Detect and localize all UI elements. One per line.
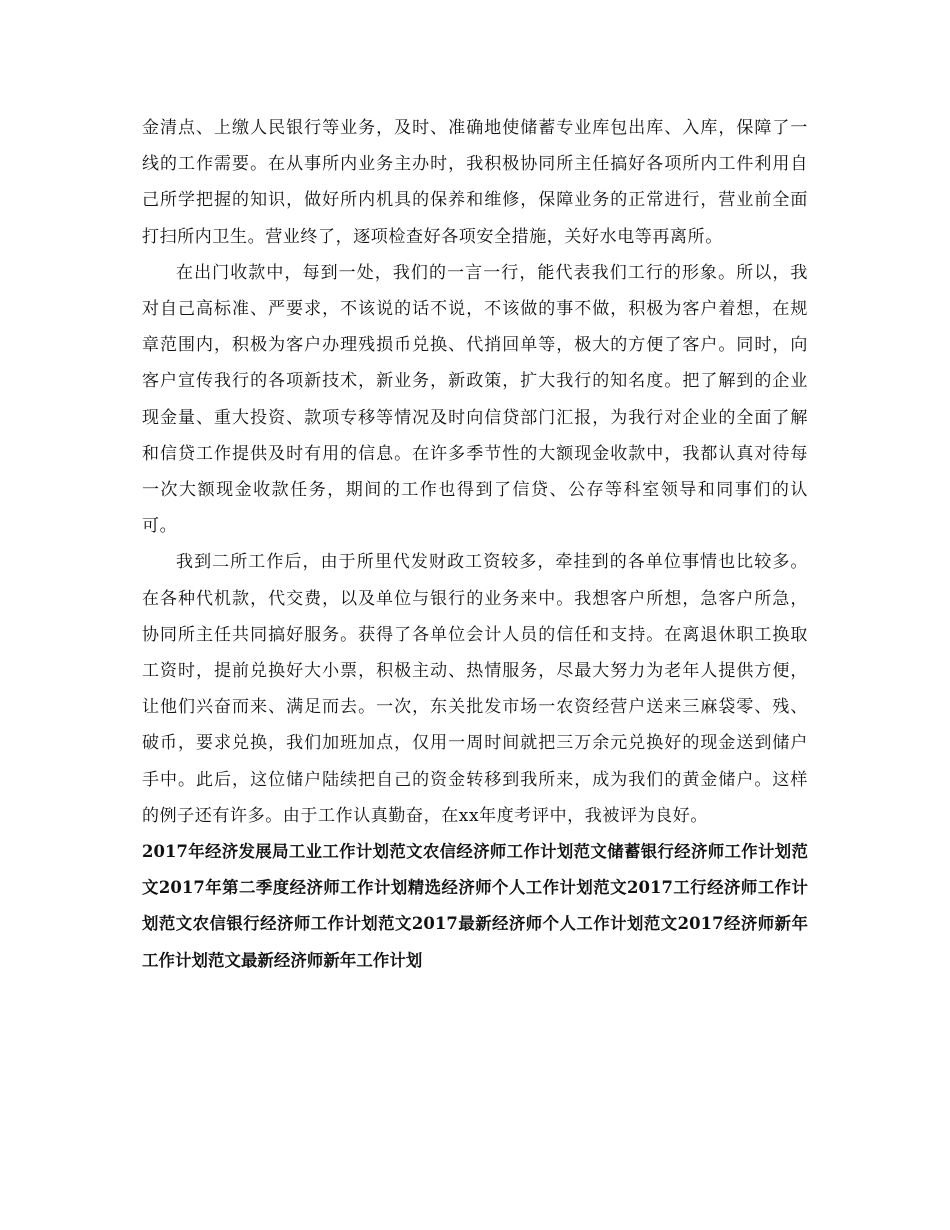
related-articles-list: 2017年经济发展局工业工作计划范文农信经济师工作计划范文储蓄银行经济师工作计划范文2017年第二季度经济师工作计划精选经济师个人工作计划范文2017工行经济师工作计划范文农信银行经济师工作计划范文2017最新经济师个人工作计划范文2017经济师新年工作计划范文最新经济师新年工作计划 bbox=[142, 842, 808, 970]
paragraph-collection-work: 在出门收款中，每到一处，我们的一言一行，能代表我们工行的形象。所以，我对自己高标准、严要求，不该说的话不说，不该做的事不做，积极为客户着想，在规章范围内，积极为客户办理残损币兑换、代捎回单等，极大的方便了客户。同时，向客户宣传我行的各项新技术，新业务，新政策，扩大我行的知名度。把了解到的企业现金量、重大投资、款项专移等情况及时向信贷部门汇报，为我行对企业的全面了解和信贷工作提供及时有用的信息。在许多季节性的大额现金收款中，我都认真对待每一次大额现金收款任务，期间的工作也得到了信贷、公存等科室领导和同事们的认可。 bbox=[142, 262, 808, 537]
document-page bbox=[142, 110, 808, 979]
paragraph-teller-duties: 金清点、上缴人民银行等业务，及时、准确地使储蓄专业库包出库、入库，保障了一线的工作需要。在从事所内业务主办时，我积极协同所主任搞好各项所内工件利用自己所学把握的知识，做好所内机具的保养和维修，保障业务的正常进行，营业前全面打扫所内卫生。营业终了，逐项检查好各项安全措施，关好水电等再离所。 bbox=[142, 118, 808, 247]
paragraph-second-branch: 我到二所工作后，由于所里代发财政工资较多，牵挂到的各单位事情也比较多。在各种代机款，代交费，以及单位与银行的业务来中。我想客户所想，急客户所急，协同所主任共同搞好服务。获得了各单位会计人员的信任和支持。在离退休职工换取工资时，提前兑换好大小票，积极主动、热情服务，尽最大努力为老年人提供方便，让他们兴奋而来、满足而去。一次，东关批发市场一农资经营户送来三麻袋零、残、破币，要求兑换，我们加班加点，仅用一周时间就把三万余元兑换好的现金送到储户手中。此后，这位储户陆续把自己的资金转移到我所来，成为我们的黄金储户。这样的例子还有许多。由于工作认真勤奋，在xx年度考评中，我被评为良好。 bbox=[142, 552, 808, 826]
